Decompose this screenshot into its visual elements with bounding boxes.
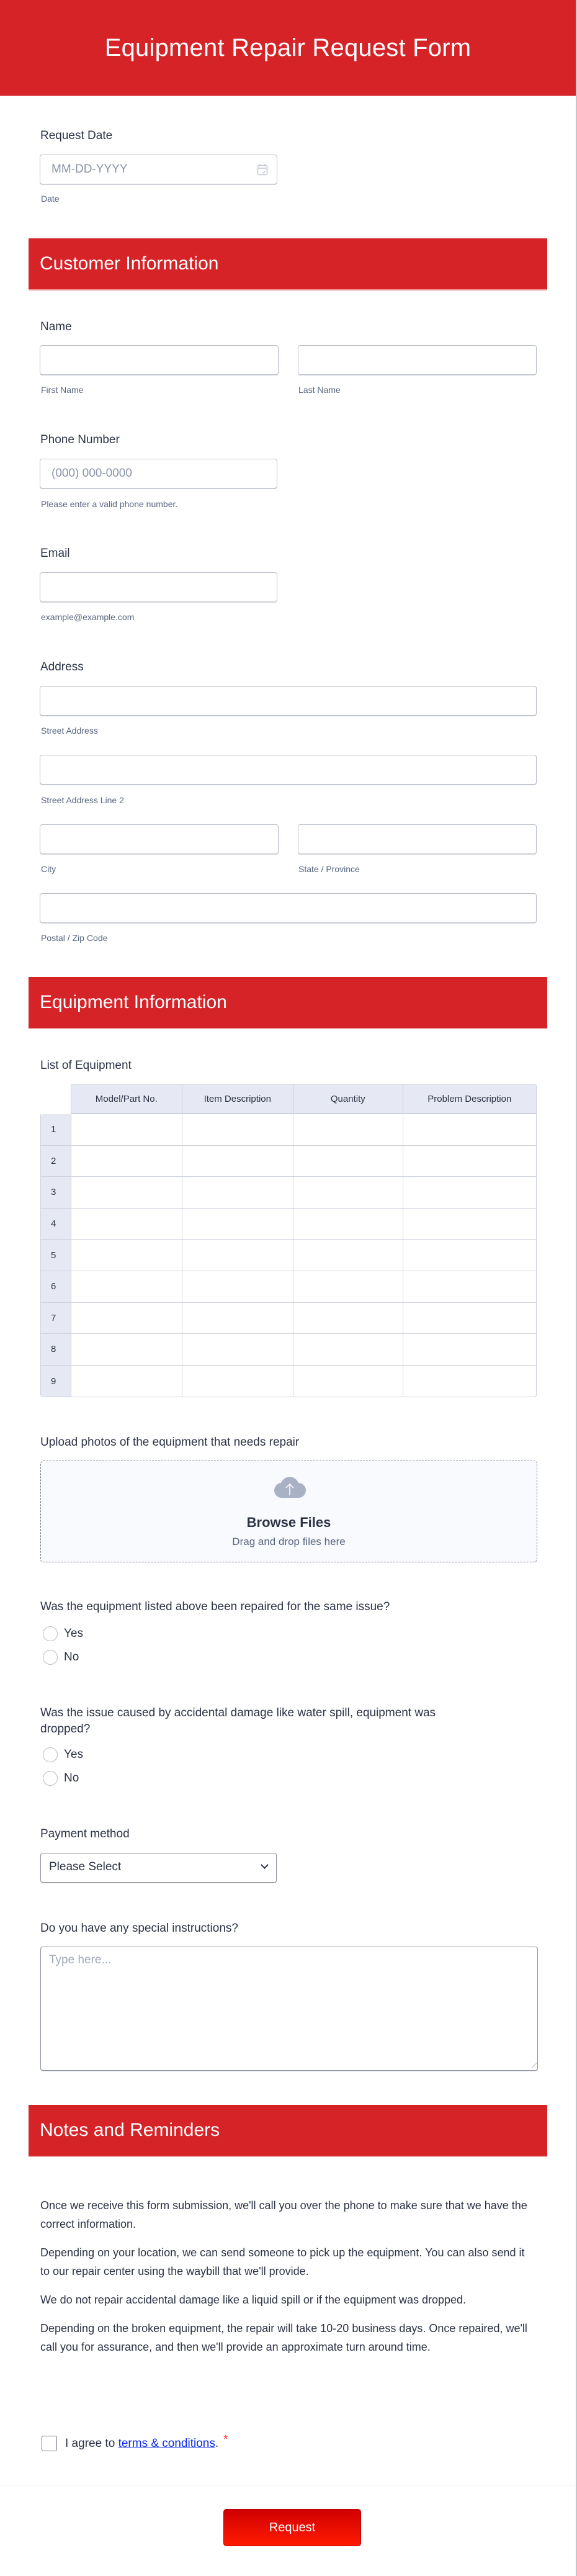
request-date-placeholder: MM-DD-YYYY [51, 163, 128, 176]
first-name-input[interactable] [40, 345, 279, 375]
quantity-cell[interactable] [293, 1271, 403, 1302]
radio-label: No [64, 1772, 79, 1785]
payment-label: Payment method [40, 1827, 130, 1840]
payment-method-select[interactable] [40, 1853, 277, 1883]
phone-label: Phone Number [40, 433, 120, 446]
section-customer-information [29, 238, 547, 290]
table-row [41, 1177, 536, 1209]
name-label: Name [40, 320, 72, 333]
problem-description-cell[interactable] [403, 1334, 536, 1365]
item-description-cell[interactable] [182, 1334, 294, 1365]
calendar-icon[interactable] [257, 163, 268, 176]
item-description-cell[interactable] [182, 1114, 294, 1145]
item-description-cell[interactable] [182, 1366, 294, 1397]
phone-placeholder: (000) 000-0000 [51, 467, 132, 480]
equipment-table-header [71, 1084, 537, 1114]
radio-label: Yes [64, 1748, 83, 1761]
question1-label: Was the equipment listed above been repaired for the same issue? [40, 1600, 390, 1613]
quantity-cell[interactable] [293, 1177, 403, 1208]
row-number: 4 [41, 1209, 71, 1240]
table-row [41, 1146, 536, 1178]
item-description-cell[interactable] [182, 1146, 294, 1177]
quantity-cell[interactable] [293, 1114, 403, 1145]
model-cell[interactable] [71, 1271, 182, 1302]
radio-circle[interactable] [43, 1771, 58, 1786]
street-address-line2-sublabel: Street Address Line 2 [41, 795, 124, 805]
section-equipment-information [29, 977, 547, 1029]
note-paragraph: Once we receive this form submission, we'll call you over the phone to make sure that we have the correct information. [40, 2199, 527, 2230]
problem-description-cell[interactable] [403, 1303, 536, 1334]
note-paragraph: We do not repair accidental damage like a liquid spill or if the equipment was dropped. [40, 2294, 467, 2306]
table-row [41, 1114, 536, 1146]
select-value: Please Select [49, 1860, 122, 1873]
model-cell[interactable] [71, 1366, 182, 1397]
item-description-cell[interactable] [182, 1240, 294, 1271]
email-sublabel: example@example.com [41, 612, 135, 622]
column-header-model: Model/Part No. [71, 1084, 182, 1113]
radio-label: No [64, 1651, 79, 1664]
first-name-sublabel: First Name [41, 385, 84, 395]
model-cell[interactable] [71, 1209, 182, 1240]
email-input[interactable] [40, 572, 277, 602]
table-row [41, 1334, 536, 1366]
form-title: Equipment Repair Request Form [104, 34, 472, 61]
quantity-cell[interactable] [293, 1146, 403, 1177]
upload-label: Upload photos of the equipment that needs repair [40, 1436, 300, 1449]
row-number: 7 [41, 1303, 71, 1334]
item-description-cell[interactable] [182, 1209, 294, 1240]
column-header-quantity: Quantity [293, 1084, 403, 1113]
quantity-cell[interactable] [293, 1366, 403, 1397]
problem-description-cell[interactable] [403, 1114, 536, 1145]
table-row [41, 1209, 536, 1240]
note-paragraph: Depending on the broken equipment, the repair will take 10-20 business days. Once repaired, we'll call you for assurance, and then we'll provide an approximate turn around time. [40, 2322, 527, 2353]
request-submit-button[interactable]: Request [223, 2509, 361, 2546]
street-address-sublabel: Street Address [41, 726, 98, 736]
drag-drop-hint: Drag and drop files here [232, 1536, 346, 1547]
textarea-placeholder: Type here... [49, 1953, 112, 1966]
last-name-input[interactable] [298, 345, 537, 375]
quantity-cell[interactable] [293, 1240, 403, 1271]
row-number: 6 [41, 1271, 71, 1302]
resize-handle-icon[interactable] [527, 2063, 537, 2068]
question2-label: Was the issue caused by accidental damage like water spill, equipment was dropped? [40, 1706, 436, 1736]
row-number: 1 [41, 1114, 71, 1145]
column-header-problem-description: Problem Description [427, 1093, 512, 1104]
row-number: 5 [41, 1240, 71, 1271]
terms-agreement [42, 2433, 228, 2451]
city-input[interactable] [40, 824, 279, 854]
model-cell[interactable] [71, 1146, 182, 1177]
section-title: Customer Information [40, 253, 219, 274]
model-cell[interactable] [71, 1303, 182, 1334]
quantity-cell[interactable] [293, 1334, 403, 1365]
row-number: 8 [41, 1334, 71, 1365]
model-cell[interactable] [71, 1114, 182, 1145]
section-notes-and-reminders [29, 2105, 547, 2157]
row-number: 9 [41, 1366, 71, 1397]
email-label: Email [40, 547, 70, 560]
city-sublabel: City [41, 864, 56, 874]
model-cell[interactable] [71, 1334, 182, 1365]
zip-sublabel: Postal / Zip Code [41, 933, 108, 943]
street-address-input[interactable] [40, 686, 537, 716]
notes-text [40, 2196, 537, 2356]
item-description-cell[interactable] [182, 1177, 294, 1208]
question1-no-radio[interactable] [43, 1650, 79, 1665]
terms-checkbox[interactable] [42, 2436, 57, 2451]
model-cell[interactable] [71, 1240, 182, 1271]
street-address-line2-input[interactable] [40, 755, 537, 785]
problem-description-cell[interactable] [403, 1271, 536, 1302]
instructions-textarea[interactable] [40, 1947, 538, 2071]
item-description-cell[interactable] [182, 1271, 294, 1302]
section-title: Notes and Reminders [40, 2120, 220, 2140]
browse-files-button[interactable]: Browse Files [246, 1515, 331, 1530]
problem-description-cell[interactable] [403, 1177, 536, 1208]
note-paragraph: Depending on your location, we can send someone to pick up the equipment. You can also send it to our repair center using the waybill that we'll provide. [40, 2246, 525, 2277]
phone-sublabel: Please enter a valid phone number. [41, 499, 178, 509]
section-title: Equipment Information [40, 992, 227, 1012]
radio-circle[interactable] [43, 1626, 58, 1641]
question2-no-radio[interactable] [43, 1771, 79, 1786]
state-sublabel: State / Province [298, 864, 360, 874]
state-input[interactable] [298, 824, 537, 854]
file-upload-dropzone[interactable] [40, 1461, 537, 1562]
form-header [0, 0, 576, 96]
radio-label: Yes [64, 1627, 83, 1640]
address-label: Address [40, 660, 84, 673]
table-row [41, 1366, 536, 1397]
cloud-upload-icon [274, 1477, 306, 1499]
quantity-cell[interactable] [293, 1209, 403, 1240]
equipment-list-label: List of Equipment [40, 1059, 132, 1072]
quantity-cell[interactable] [293, 1303, 403, 1334]
equipment-table [40, 1114, 537, 1397]
request-date-input[interactable] [40, 155, 277, 184]
required-asterisk: * [223, 2433, 228, 2446]
radio-circle[interactable] [43, 1747, 58, 1762]
terms-suffix: . [215, 2436, 219, 2450]
table-row [41, 1303, 536, 1335]
last-name-sublabel: Last Name [298, 385, 341, 395]
request-date-label: Request Date [40, 129, 113, 142]
problem-description-cell[interactable] [403, 1240, 536, 1271]
terms-text [65, 2433, 228, 2451]
instructions-label: Do you have any special instructions? [40, 1922, 238, 1935]
terms-prefix: I agree to [65, 2436, 119, 2450]
item-description-cell[interactable] [182, 1303, 294, 1334]
model-cell[interactable] [71, 1177, 182, 1208]
problem-description-cell[interactable] [403, 1209, 536, 1240]
table-row [41, 1240, 536, 1271]
request-date-sublabel: Date [41, 194, 60, 204]
phone-input[interactable] [40, 459, 277, 489]
terms-link[interactable]: terms & conditions [118, 2436, 215, 2450]
row-number: 3 [41, 1177, 71, 1208]
table-row [41, 1271, 536, 1303]
row-number: 2 [41, 1146, 71, 1177]
question1-yes-radio[interactable] [43, 1626, 83, 1641]
problem-description-cell[interactable] [403, 1146, 536, 1177]
problem-description-cell[interactable] [403, 1366, 536, 1397]
radio-circle[interactable] [43, 1650, 58, 1665]
question2-yes-radio[interactable] [43, 1747, 83, 1762]
zip-input[interactable] [40, 893, 537, 923]
column-header-item-description: Item Description [182, 1084, 294, 1113]
chevron-down-icon [261, 1861, 269, 1869]
